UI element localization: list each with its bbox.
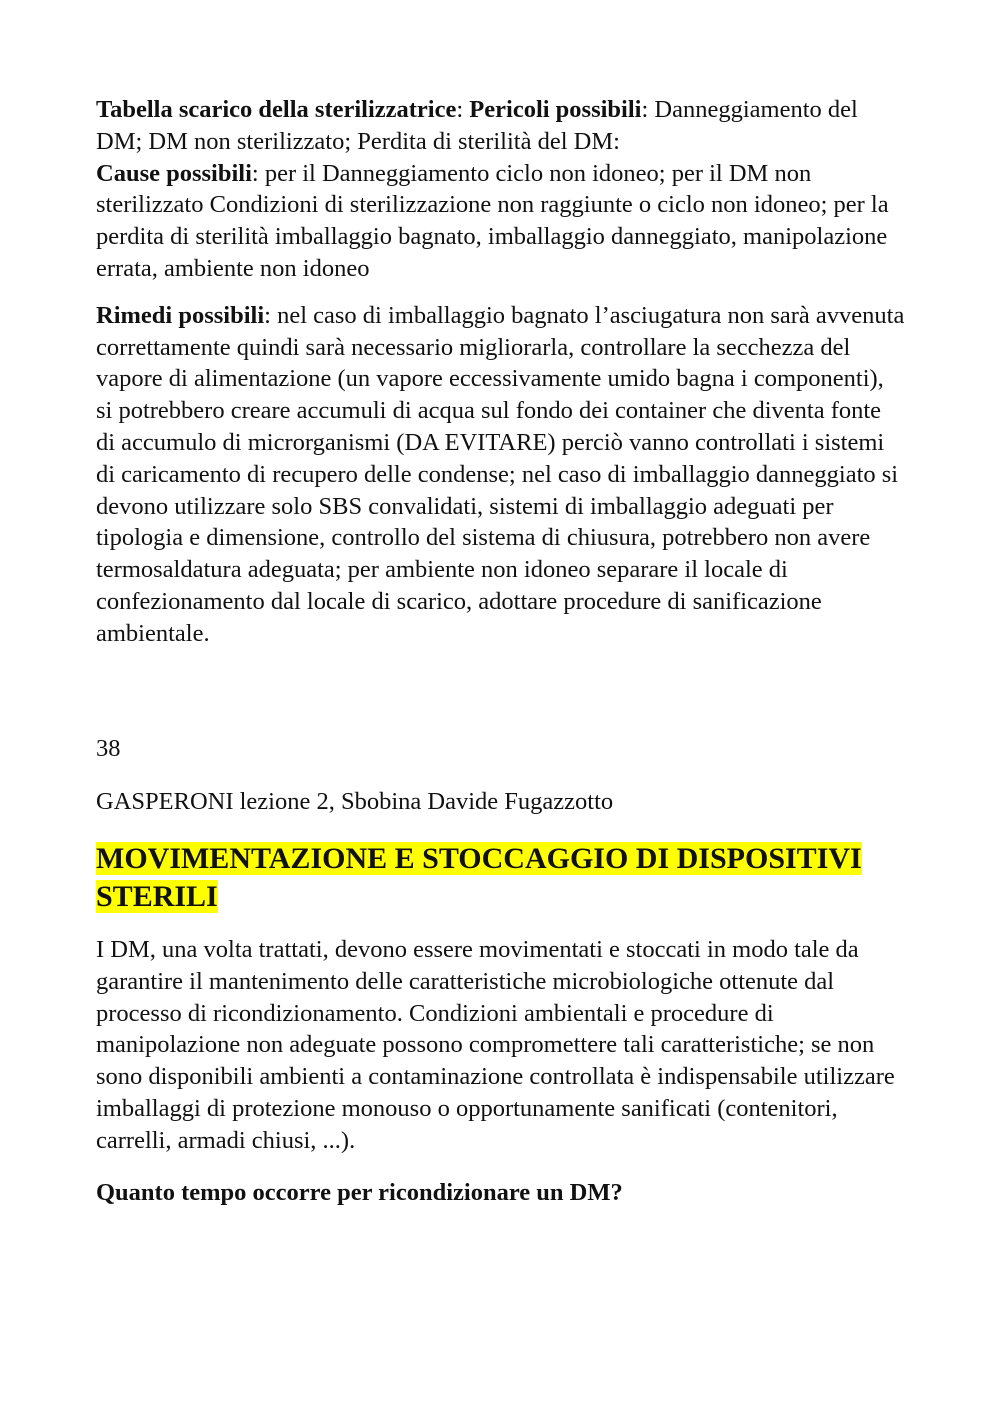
- causes-text: : per il Danneggiamento ciclo non idoneo; per il DM non sterilizzato Condizioni di sterilizzazione non raggiunte o ciclo non idoneo; per la perdita di sterilità imballaggio bagnato, imballaggio danneggiato, manipolazione errata, ambiente non idoneo: [96, 159, 889, 282]
- section-heading: [96, 840, 906, 916]
- hazards-paragraph: [96, 94, 906, 158]
- causes-paragraph: [96, 158, 906, 285]
- heading-highlight: MOVIMENTAZIONE E STOCCAGGIO DI DISPOSITIVI STERILI: [96, 842, 862, 913]
- table-title: Tabella scarico della sterilizzatrice: [96, 96, 457, 123]
- section-unloading: [96, 94, 906, 650]
- causes-label: Cause possibili: [96, 159, 252, 187]
- question-heading: Quanto tempo occorre per ricondizionare un DM?: [96, 1179, 623, 1206]
- page-number: 38: [96, 735, 121, 762]
- hazards-label: Pericoli possibili: [469, 96, 642, 123]
- body-paragraph: I DM, una volta trattati, devono essere movimentati e stoccati in modo tale da garantire il mantenimento delle caratteristiche microbiologiche ottenute dal processo di ricondizionamento. Condizioni ambientali e procedure di manipolazione non adeguate possono compromettere tali caratteristiche; se non sono disponibili ambienti a contaminazione controllata è indispensabile utilizzare imballaggi di protezione monouso o opportunamente sanificati (contenitori, carrelli, armadi chiusi, ...).: [96, 936, 895, 1154]
- lesson-line: GASPERONI lezione 2, Sbobina Davide Fugazzotto: [96, 788, 614, 815]
- remedies-label: Rimedi possibili: [96, 301, 265, 329]
- remedies-paragraph: [96, 300, 906, 650]
- remedies-text: : nel caso di imballaggio bagnato l’asciugatura non sarà avvenuta correttamente quindi sarà necessario migliorarla, controllare la secchezza del vapore di alimentazione (un vapore eccessivamente umido bagna i componenti), si potrebbero creare accumuli di acqua sul fondo dei container che diventa fonte di accumulo di microrganismi (DA EVITARE) perciò vanno controllati i sistemi di caricamento di recupero delle condense; nel caso di imballaggio danneggiato si devono utilizzare solo SBS convalidati, sistemi di imballaggio adeguati per tipologia e dimensione, controllo del sistema di chiusura, potrebbero non avere termosaldatura adeguata; per ambiente non idoneo separare il locale di confezionamento dal locale di scarico, adottare procedure di sanificazione ambientale.: [96, 301, 905, 647]
- separator: :: [456, 96, 470, 123]
- hazards-text: : Danneggiamento del DM; DM non sterilizzato; Perdita di sterilità del DM:: [96, 96, 858, 155]
